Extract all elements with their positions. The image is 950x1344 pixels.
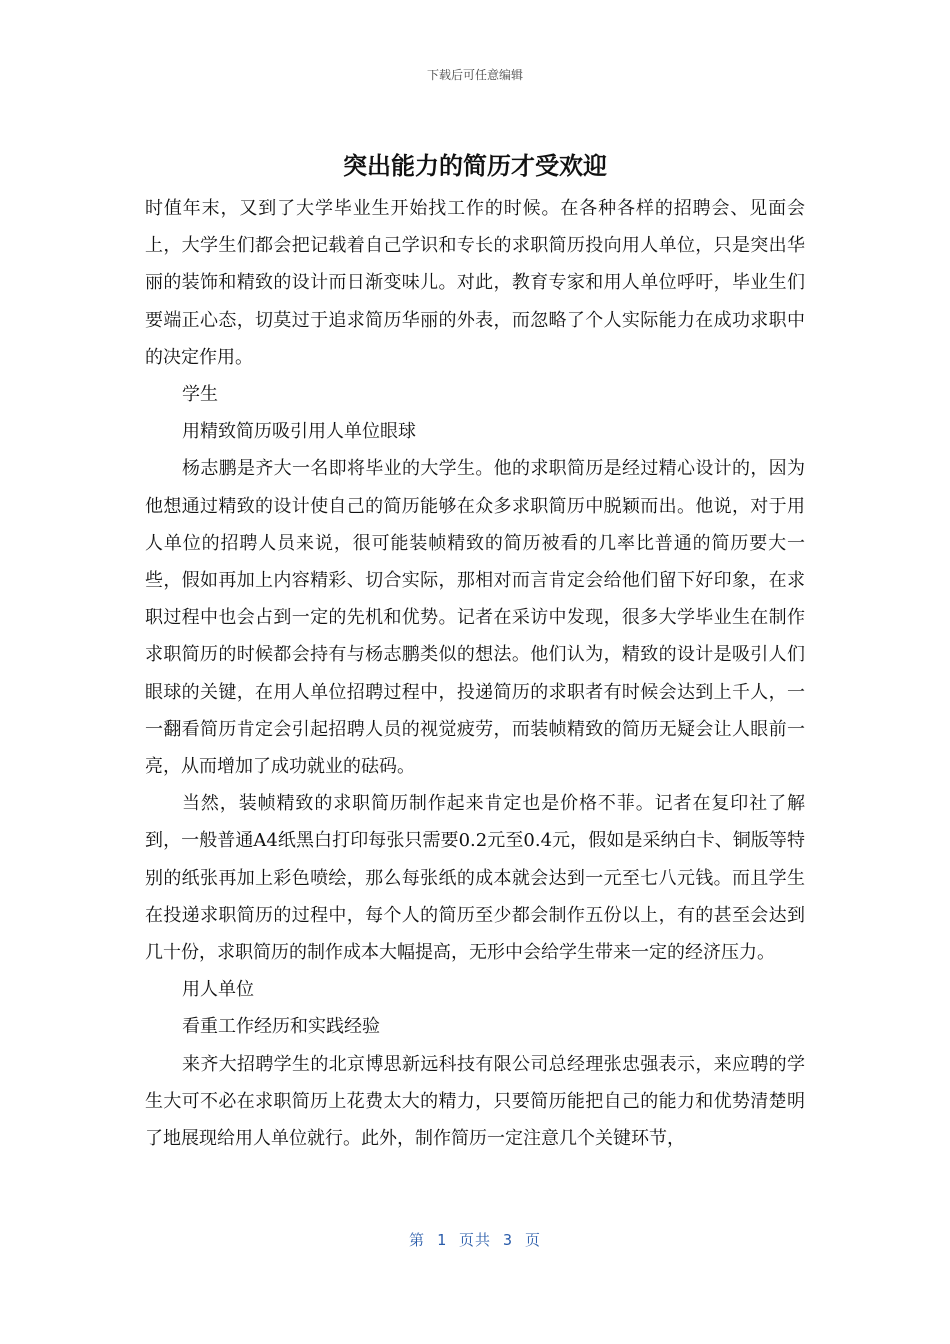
subheading-students: 用精致简历吸引用人单位眼球 (182, 421, 416, 443)
paragraph-body: 当然，装帧精致的求职简历制作起来肯定也是价格不菲。记者在复印社了解到，一般普通A4纸黑白打印每张只需要0.2元至0.4元，假如是采纳白卡、铜版等特别的纸张再加上彩色喷绘，那么每张纸的成本就会达到一元至七八元钱。而且学生在投递求职简历的过程中，每个人的简历至少都会制作五份以上，有的甚至会达到几十份，求职简历的制作成本大幅提高，无形中会给学生带来一定的经济压力。 (145, 793, 805, 964)
footer-label-of: 页共 (458, 1231, 491, 1249)
footer-label-pages: 页 (525, 1231, 542, 1249)
document-body (145, 190, 805, 1157)
header-note: 下载后可任意编辑 (426, 68, 523, 82)
paragraph-body: 杨志鹏是齐大一名即将毕业的大学生。他的求职简历是经过精心设计的，因为他想通过精致的设计使自己的简历能够在众多求职简历中脱颖而出。他说，对于用人单位的招聘人员来说，很可能装帧精致的简历被看的几率比普通的简历要大一些，假如再加上内容精彩、切合实际，那相对而言肯定会给他们留下好印象，在求职过程中也会占到一定的先机和优势。记者在采访中发现，很多大学毕业生在制作求职简历的时候都会持有与杨志鹏类似的想法。他们认为，精致的设计是吸引人们眼球的关键，在用人单位招聘过程中，投递简历的求职者有时候会达到上千人，一一翻看简历肯定会引起招聘人员的视觉疲劳，而装帧精致的简历无疑会让人眼前一亮，从而增加了成功就业的砝码。 (145, 458, 805, 778)
subheading-employers: 看重工作经历和实践经验 (182, 1016, 380, 1038)
paragraph-body: 来齐大招聘学生的北京博思新远科技有限公司总经理张忠强表示，来应聘的学生大可不必在求职简历上花费太大的精力，只要简历能把自己的能力和优势清楚明了地展现给用人单位就行。此外，制作简历一定注意几个关键环节， (145, 1053, 805, 1150)
document-title: 突出能力的简历才受欢迎 (343, 152, 607, 180)
footer-label-page: 第 (408, 1231, 425, 1249)
page-footer (0, 1229, 950, 1250)
section-heading-employers: 用人单位 (182, 979, 254, 1001)
section-heading-students: 学生 (182, 384, 218, 406)
footer-current-page: 1 (436, 1231, 447, 1249)
paragraph-intro: 时值年末，又到了大学毕业生开始找工作的时候。在各种各样的招聘会、见面会上，大学生们都会把记载着自己学识和专长的求职简历投向用人单位，只是突出华丽的装饰和精致的设计而日渐变味儿。对此，教育专家和用人单位呼吁，毕业生们要端正心态，切莫过于追求简历华丽的外表，而忽略了个人实际能力在成功求职中的决定作用。 (145, 198, 805, 368)
footer-total-pages: 3 (503, 1231, 514, 1249)
